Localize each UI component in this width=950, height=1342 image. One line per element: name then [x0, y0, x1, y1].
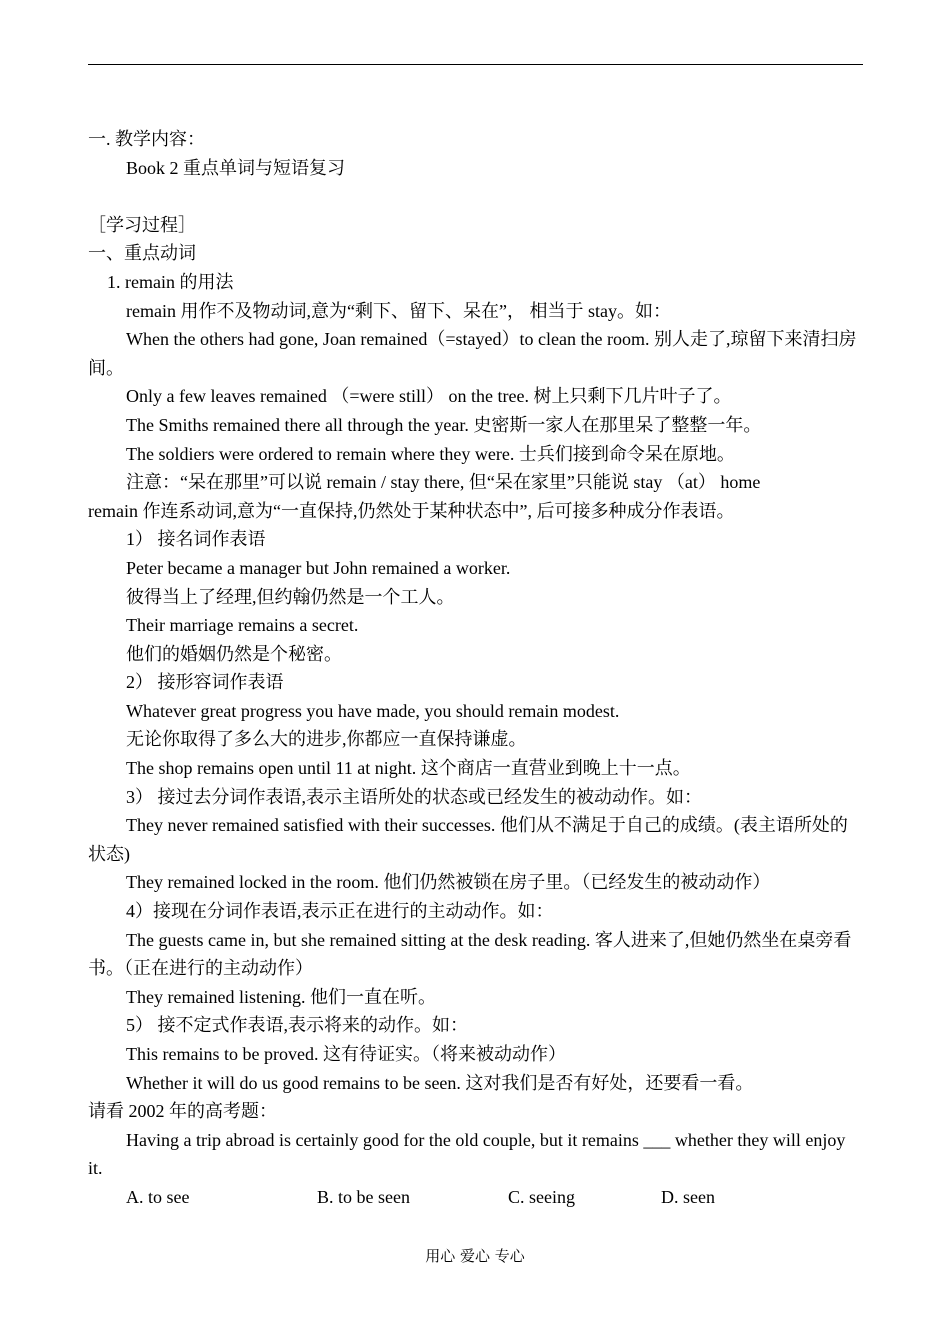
example-translation: 彼得当上了经理,但约翰仍然是一个工人。 — [126, 586, 455, 607]
example-sentence: Whatever great progress you have made, you should remain modest. — [126, 700, 620, 721]
section-topic: Book 2 重点单词与短语复习 — [126, 157, 346, 178]
subheading: 1） 接名词作表语 — [126, 529, 266, 550]
option-d: D. seen — [661, 1186, 715, 1207]
option-b: B. to be seen — [317, 1186, 410, 1207]
answer-options — [88, 1183, 863, 1212]
example-translation: 无论你取得了多么大的进步,你都应一直保持谦虚。 — [126, 729, 527, 750]
example-sentence: This remains to be proved. 这有待证实。（将来被动动作） — [126, 1044, 566, 1064]
spacer — [88, 182, 863, 211]
example-sentence: The guests came in, but she remained sitting at the desk reading. 客人进来了,但她仍然坐在桌旁看书。（正在进行的主动动作） — [88, 929, 852, 979]
exam-question: Having a trip abroad is certainly good for the old couple, but it remains ___ whether they will enjoy it. — [88, 1129, 846, 1179]
text-line: remain 作连系动词,意为“一直保持,仍然处于某种状态中”, 后可接多种成分作表语。 — [88, 500, 735, 521]
example-sentence: They remained locked in the room. 他们仍然被锁在房子里。（已经发生的被动动作） — [126, 872, 771, 893]
page-footer: 用心 爱心 专心 — [425, 1247, 525, 1265]
section-heading: 一. 教学内容： — [88, 129, 205, 149]
subheading: 4）接现在分词作表语,表示正在进行的主动动作。如： — [126, 901, 554, 922]
example-sentence: Whether it will do us good remains to be seen. 这对我们是否有好处，还要看一看。 — [126, 1072, 754, 1093]
text-line: The Smiths remained there all through the year. 史密斯一家人在那里呆了整整一年。 — [126, 414, 762, 435]
text-line: The soldiers were ordered to remain where they were. 士兵们接到命令呆在原地。 — [126, 443, 735, 464]
item1-heading: 1. remain 的用法 — [107, 271, 234, 292]
subheading: 5） 接不定式作表语,表示将来的动作。如： — [126, 1015, 468, 1036]
subheading: 3） 接过去分词作表语,表示主语所处的状态或已经发生的被动动作。如： — [126, 786, 702, 807]
text-line: Only a few leaves remained （=were still） on the tree. 树上只剩下几片叶子了。 — [126, 386, 732, 407]
example-sentence: Peter became a manager but John remained a worker. — [126, 557, 511, 578]
text-line: 注意：“呆在那里”可以说 remain / stay there, 但“呆在家里”只能说 stay （at） home — [126, 472, 761, 493]
example-translation: 他们的婚姻仍然是个秘密。 — [126, 643, 342, 664]
example-sentence: The shop remains open until 11 at night. 这个商店一直营业到晚上十一点。 — [126, 758, 691, 779]
example-sentence: Their marriage remains a secret. — [126, 615, 359, 636]
text-line: When the others had gone, Joan remained（=stayed）to clean the room. 别人走了,琼留下来清扫房间。 — [88, 329, 857, 378]
process-heading: ［学习过程］ — [88, 214, 196, 235]
example-sentence: They remained listening. 他们一直在听。 — [126, 986, 436, 1007]
part1-heading: 一、重点动词 — [88, 243, 196, 264]
option-c: C. seeing — [508, 1186, 575, 1207]
text-line: remain 用作不及物动词,意为“剩下、留下、呆在”， 相当于 stay。如： — [126, 300, 671, 321]
subheading: 2） 接形容词作表语 — [126, 672, 284, 693]
document-body — [88, 125, 863, 1212]
option-a: A. to see — [126, 1186, 190, 1207]
exam-intro: 请看 2002 年的高考题： — [88, 1101, 277, 1122]
example-sentence: They never remained satisfied with their successes. 他们从不满足于自己的成绩。(表主语所处的状态) — [88, 815, 848, 864]
header-rule — [88, 64, 863, 65]
